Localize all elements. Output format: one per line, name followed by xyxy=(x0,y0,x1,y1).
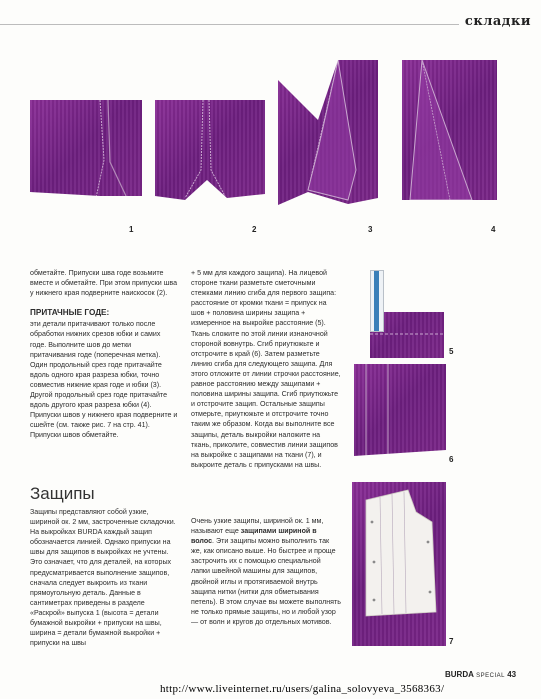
photo-step-1-illustration xyxy=(30,100,142,210)
col1-paragraph-3: Защипы представляют собой узкие, шириной ок. 2 мм, застроченные складочки. На выкройках BURDA каждый защип обозначается линией. Однако припуски на швы для защипов в выкройках не учтены. Это означает, что для деталей, на которых предусматривается выполнение защипов, сначала следует выкроить из ткани прямоугольную деталь. Данные в сантиметрах приведены в разделе «Раскрой» выпуска 1 (высота = детали бумажной выкройки + припуски на швы, ширина = детали бумажной выкройки + припуски на швы xyxy=(30,508,176,648)
brand-name: BURDA xyxy=(445,670,474,679)
section-label: складки xyxy=(459,14,531,29)
photo-step-4-illustration xyxy=(402,60,497,210)
text-column-1 xyxy=(30,268,178,441)
col2-p2-end: . Эти защипы можно выполнить так же, как описано выше. Но быстрее и проще застрочить их с помощью специальной лапки швейной машины для защипов, двойной иглы и протягиваемой внутрь защипа нитки (нитки для обметывания петель). В этом случае вы можете выполнять не только прямые защипы, но и любой узор — от волн и кругов до отдельных мотивов. xyxy=(191,537,341,626)
photo-step-2-illustration xyxy=(155,100,265,210)
text-column-2-lower xyxy=(191,516,341,627)
photo-step-6 xyxy=(354,364,446,464)
figure-number-6: 6 xyxy=(449,455,454,464)
photo-step-2 xyxy=(155,100,265,210)
photo-step-3-illustration xyxy=(278,60,378,210)
col1-paragraph-2: эти детали притачивают только после обработки нижних срезов юбки и самих годе. Выполните шов до метки притачивания годе (поперечная метка). Один продольный срез годе притачайте вдоль одного края разреза юбки, точно совместив нижние края годе и юбки (3). Другой продольный срез годе притачайте вдоль другого края разреза юбки (4). Припуски швов у нижнего края подверните и сшейте (см. также рис. 7 на стр. 41). Припуски швов обметайте. xyxy=(30,320,178,440)
header-rule xyxy=(0,24,520,25)
text-column-2 xyxy=(191,268,341,470)
figure-number-4: 4 xyxy=(491,225,496,234)
photo-step-1 xyxy=(30,100,142,210)
col2-paragraph-1: + 5 мм для каждого защипа). На лицевой стороне ткани разметьте сметочными стежками линию сгиба для первого защипа: расстояние от кромки ткани = припуск на шов + половина ширины защипа + измеренное на выкройке расстояние (5). Ткань сложите по этой линии изнаночной стороной вовнутрь. Сгиб приутюжьте и отстрочите в край (6). Затем разметьте линию сгиба для следующего защипа. Для этого отложите от линии строчки расстояние, равное расстоянию между защипами + половина ширины защипа. Сгиб приутюжьте и отстрочите защип. Остальные защипы отмерьте, приутюжьте и отстрочите точно таким же образом. Когда вы выполните все защипы, деталь выкройки наложите на ткань, приколите, совместив линии защипов на выкройке с защипами на ткани (7), и выкроите деталь с припусками на швы. xyxy=(191,269,341,469)
figure-number-3: 3 xyxy=(368,225,373,234)
photo-step-4 xyxy=(402,60,497,210)
figure-number-1: 1 xyxy=(129,225,134,234)
photo-step-3 xyxy=(278,60,378,210)
photo-step-7 xyxy=(352,482,446,646)
page-number: 43 xyxy=(507,670,517,679)
photo-step-6-illustration xyxy=(354,364,446,464)
text-column-1-lower xyxy=(30,507,178,648)
col2-p2-bold: защипами шириной в волос xyxy=(191,527,317,546)
col2-paragraph-2 xyxy=(191,516,341,627)
measuring-tape xyxy=(370,270,384,332)
col2-p2-start: Очень узкие защипы, шириной ок. 1 мм, называют еще xyxy=(191,517,324,536)
figure-number-5: 5 xyxy=(449,347,454,356)
pattern-piece-on-fabric xyxy=(352,482,446,646)
col1-heading: ПРИТАЧНЫЕ ГОДЕ: xyxy=(30,308,110,318)
brand-special: SPECIAL xyxy=(476,673,505,679)
figure-number-7: 7 xyxy=(449,637,454,646)
section-title: Защипы xyxy=(30,484,95,503)
figure-number-2: 2 xyxy=(252,225,257,234)
footer-brand xyxy=(445,670,516,679)
col1-paragraph-1: обметайте. Припуски шва годе возьмите вместе и обметайте. При этом припуски шва у нижнего края подверните наискосок (2). xyxy=(30,269,178,298)
watermark-url: http://www.liveinternet.ru/users/galina_solovyeva_3568363/ xyxy=(160,683,445,695)
